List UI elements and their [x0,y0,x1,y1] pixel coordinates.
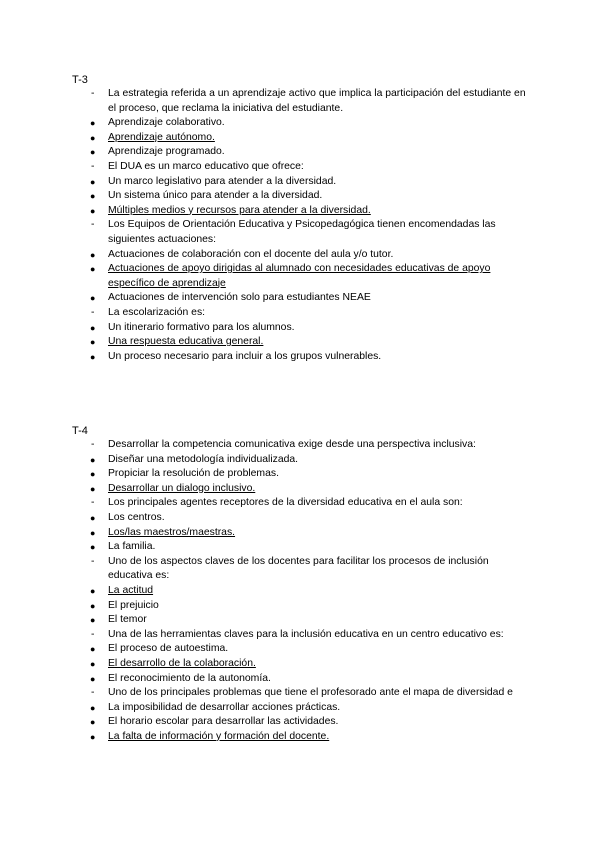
question-item [90,496,530,511]
dash-marker: - [91,219,95,231]
bullet-icon: ● [90,731,96,742]
bullet-icon: ● [90,351,96,362]
item-text: El horario escolar para desarrollar las actividades. [108,716,339,728]
bullet-icon: ● [90,264,96,275]
answer-option [90,613,530,628]
bullet-icon: ● [90,322,96,333]
question-list-t4 [90,438,530,744]
answer-option [90,291,530,306]
question-item [90,87,530,116]
answer-text-selected: El desarrollo de la colaboración. [108,657,256,669]
question-list-t3 [90,87,530,364]
dash-marker: - [91,497,95,509]
item-text: Un itinerario formativo para los alumnos. [108,321,295,333]
item-text: Aprendizaje colaborativo. [108,117,225,129]
item-text: Diseñar una metodología individualizada. [108,453,299,465]
answer-option [90,175,530,190]
item-text: Los principales agentes receptores de la diversidad educativa en el aula son: [108,497,463,509]
section-title-t3: T-3 [72,74,88,86]
bullet-icon: ● [90,542,96,553]
answer-option [90,511,530,526]
answer-option [90,584,530,599]
item-text: El prejuicio [108,599,159,611]
bullet-icon: ● [90,483,96,494]
item-text: El temor [108,614,147,626]
item-text: Un sistema único para atender a la diversidad. [108,190,323,202]
answer-text-selected: Aprendizaje autónomo. [108,131,215,143]
answer-option [90,526,530,541]
answer-text-selected: Desarrollar un dialogo inclusivo. [108,482,256,494]
answer-option [90,262,530,291]
answer-option [90,715,530,730]
answer-option [90,467,530,482]
answer-option [90,642,530,657]
answer-option [90,189,530,204]
item-text: Uno de los principales problemas que tiene el profesorado ante el mapa de diversidad e [108,687,513,699]
bullet-icon: ● [90,469,96,480]
item-text: La escolarización es: [108,306,206,318]
bullet-icon: ● [90,658,96,669]
bullet-icon: ● [90,176,96,187]
answer-option [90,145,530,160]
question-item [90,686,530,701]
item-text: Los centros. [108,511,165,523]
bullet-icon: ● [90,644,96,655]
answer-option [90,672,530,687]
question-item [90,438,530,453]
dash-marker: - [91,687,95,699]
bullet-icon: ● [90,205,96,216]
question-item [90,555,530,584]
bullet-icon: ● [90,293,96,304]
answer-option [90,248,530,263]
question-item [90,306,530,321]
bullet-icon: ● [90,249,96,260]
answer-option [90,730,530,745]
answer-option [90,482,530,497]
bullet-icon: ● [90,147,96,158]
bullet-icon: ● [90,585,96,596]
question-item [90,218,530,247]
answer-option [90,701,530,716]
item-text: Actuaciones de intervención solo para estudiantes NEAE [108,292,371,304]
bullet-icon: ● [90,600,96,611]
answer-option [90,116,530,131]
answer-option [90,131,530,146]
question-item [90,160,530,175]
item-text: La estrategia referida a un aprendizaje activo que implica la participación del estudiante en el proceso, que reclama la iniciativa del estudiante. [108,88,526,114]
dash-marker: - [91,628,95,640]
item-text: Los Equipos de Orientación Educativa y Psicopedagógica tienen encomendadas las siguientes actuaciones: [108,219,496,245]
answer-option [90,657,530,672]
bullet-icon: ● [90,673,96,684]
item-text: Una de las herramientas claves para la inclusión educativa en un centro educativo es: [108,628,504,640]
dash-marker: - [91,160,95,172]
answer-option [90,321,530,336]
bullet-icon: ● [90,118,96,129]
bullet-icon: ● [90,702,96,713]
bullet-icon: ● [90,527,96,538]
answer-text-selected: La falta de información y formación del docente. [108,730,330,742]
dash-marker: - [91,306,95,318]
answer-option [90,453,530,468]
item-text: El DUA es un marco educativo que ofrece: [108,160,304,172]
bullet-icon: ● [90,191,96,202]
bullet-icon: ● [90,512,96,523]
answer-text-selected: Los/las maestros/maestras. [108,526,236,538]
bullet-icon: ● [90,454,96,465]
item-text: El proceso de autoestima. [108,643,229,655]
answer-option [90,350,530,365]
answer-option [90,599,530,614]
bullet-icon: ● [90,717,96,728]
dash-marker: - [91,555,95,567]
answer-text-selected: Actuaciones de apoyo dirigidas al alumnado con necesidades educativas de apoyo específico de aprendizaje [108,263,491,289]
question-item [90,628,530,643]
bullet-icon: ● [90,132,96,143]
answer-text-selected: Una respuesta educativa general. [108,336,264,348]
item-text: Aprendizaje programado. [108,146,225,158]
bullet-icon: ● [90,615,96,626]
answer-text-selected: La actitud [108,584,154,596]
answer-option [90,204,530,219]
answer-option [90,335,530,350]
bullet-icon: ● [90,337,96,348]
answer-text-selected: Múltiples medios y recursos para atender a la diversidad. [108,204,371,216]
item-text: Un proceso necesario para incluir a los grupos vulnerables. [108,350,382,362]
item-text: Propiciar la resolución de problemas. [108,468,279,480]
item-text: Uno de los aspectos claves de los docentes para facilitar los procesos de inclusión educativa es: [108,555,489,582]
answer-option [90,540,530,555]
dash-marker: - [91,439,95,450]
dash-marker: - [91,88,95,99]
item-text: Un marco legislativo para atender a la diversidad. [108,175,337,187]
item-text: Actuaciones de colaboración con el docente del aula y/o tutor. [108,248,394,260]
section-title-t4: T-4 [72,425,88,437]
item-text: La imposibilidad de desarrollar acciones prácticas. [108,701,341,713]
item-text: Desarrollar la competencia comunicativa exige desde una perspectiva inclusiva: [108,439,476,450]
item-text: La familia. [108,541,156,553]
item-text: El reconocimiento de la autonomía. [108,672,271,684]
